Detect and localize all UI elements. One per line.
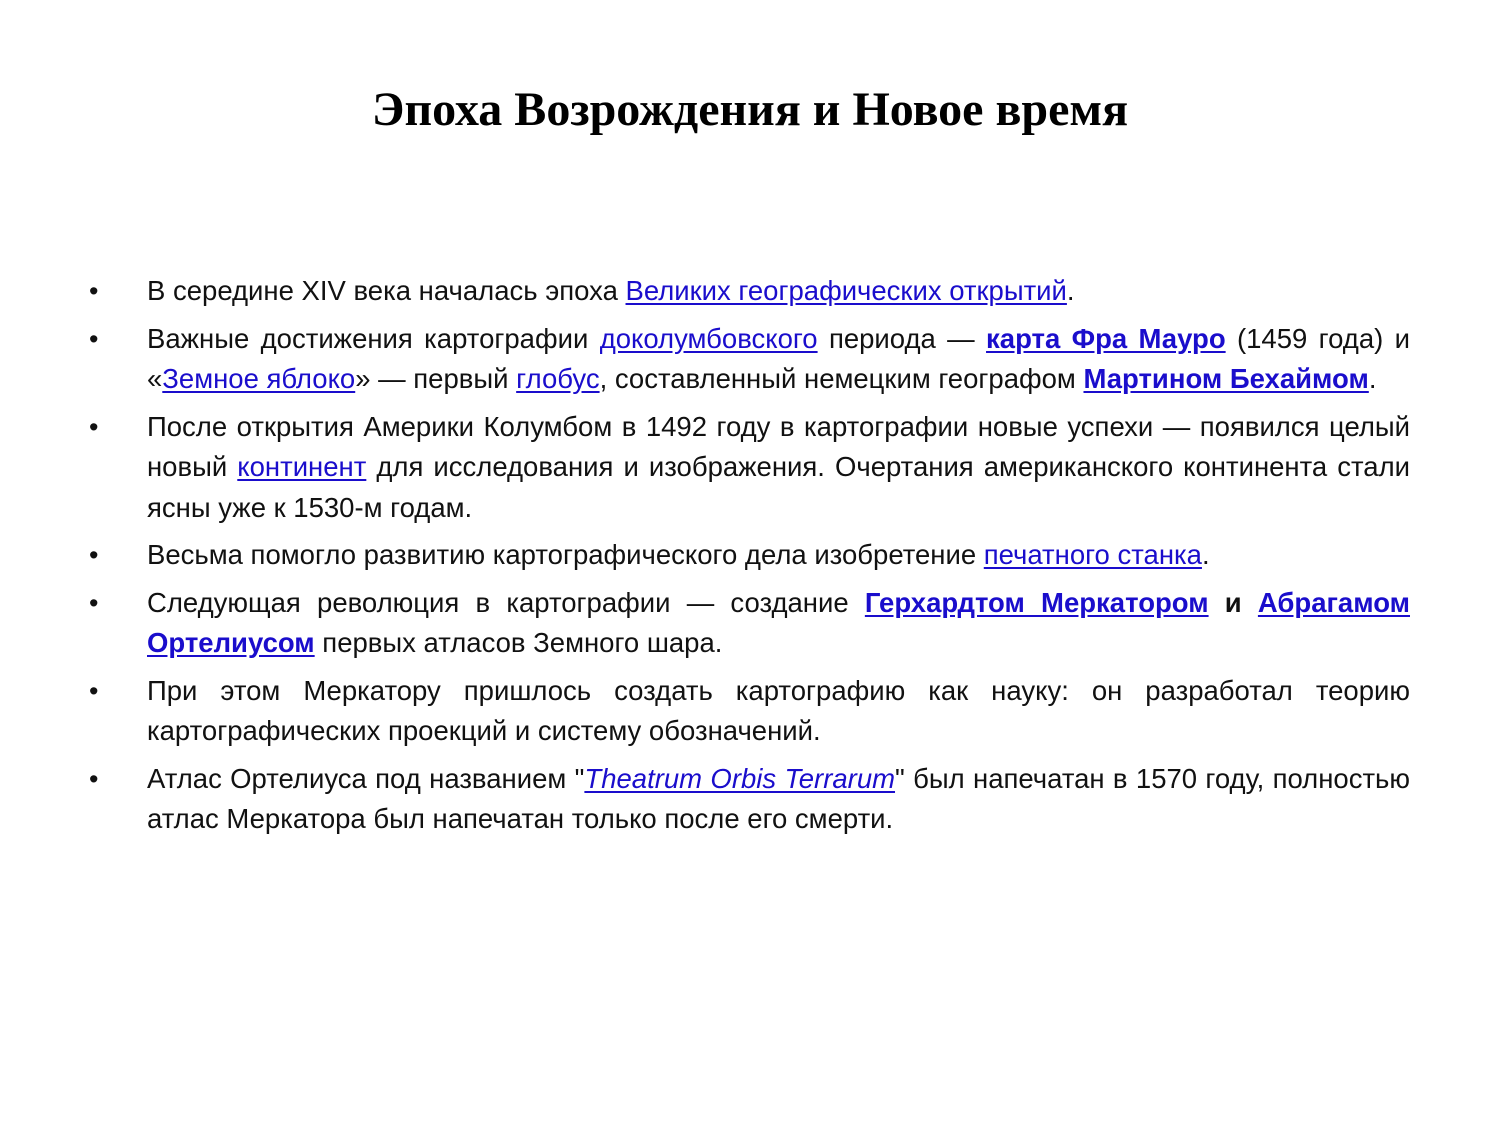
list-item bbox=[86, 759, 1410, 840]
paragraph-text: , составленный немецким географом bbox=[599, 363, 1084, 394]
hyperlink[interactable]: глобус bbox=[516, 363, 600, 394]
list-item bbox=[86, 583, 1410, 664]
paragraph-text: Атлас Ортелиуса под названием " bbox=[147, 762, 585, 794]
bullet-icon: • bbox=[89, 276, 99, 306]
list-item bbox=[86, 271, 1410, 312]
bullet-icon: • bbox=[89, 411, 99, 442]
paragraph-text: (1459 года) и « bbox=[147, 322, 1410, 394]
paragraph-text: » — первый bbox=[355, 363, 517, 394]
paragraph-text: первых атласов Земного шара. bbox=[314, 627, 723, 658]
paragraph-text: Важные достижения картографии bbox=[147, 322, 600, 354]
paragraph-text: для исследования и изображения. Очертания американского континента стали ясны уже к 1530-м годам. bbox=[147, 451, 1410, 523]
hyperlink[interactable]: Земное яблоко bbox=[162, 363, 356, 394]
list-item bbox=[86, 319, 1410, 400]
bullet-icon: • bbox=[89, 763, 99, 794]
paragraph-text: . bbox=[1368, 363, 1377, 394]
paragraph-text: периода — bbox=[817, 322, 987, 354]
bullet-icon: • bbox=[89, 323, 99, 354]
page-title: Эпоха Возрождения и Новое время bbox=[371, 83, 1129, 136]
paragraph-text: . bbox=[1066, 275, 1075, 306]
paragraph-text: . bbox=[1201, 539, 1210, 570]
bold-text: и bbox=[1208, 586, 1258, 618]
bullet-icon: • bbox=[89, 587, 99, 618]
bullet-icon: • bbox=[89, 540, 99, 570]
bullet-icon: • bbox=[89, 675, 99, 706]
hyperlink[interactable]: печатного станка bbox=[983, 539, 1202, 570]
list-item bbox=[86, 535, 1410, 576]
bullet-list bbox=[86, 271, 1410, 847]
hyperlink-bold[interactable]: Герхардтом Меркатором bbox=[864, 586, 1209, 618]
paragraph-text: " был напечатан в 1570 году, полностью атлас Меркатора был напечатан только после его смерти. bbox=[147, 762, 1410, 834]
hyperlink-bold[interactable]: Мартином Бехаймом bbox=[1083, 363, 1369, 394]
paragraph-text: При этом Меркатору пришлось создать картографию как науку: он разработал теорию картографических проекций и систему обозначений. bbox=[147, 674, 1410, 746]
hyperlink[interactable]: доколумбовского bbox=[599, 322, 818, 354]
list-item bbox=[86, 407, 1410, 529]
paragraph-text: В середине XIV века началась эпоха bbox=[147, 275, 626, 306]
hyperlink[interactable]: Великих географических открытий bbox=[625, 275, 1067, 306]
hyperlink-italic[interactable]: Theatrum Orbis Terrarum bbox=[584, 762, 896, 794]
paragraph-text: Следующая революция в картографии — создание bbox=[147, 586, 865, 618]
hyperlink-bold[interactable]: Абрагамом Ортелиусом bbox=[147, 586, 1410, 658]
hyperlink[interactable]: континент bbox=[237, 451, 367, 482]
hyperlink-bold[interactable]: карта Фра Мауро bbox=[986, 322, 1226, 354]
paragraph-text: После открытия Америки Колумбом в 1492 году в картографии новые успехи — появился целый новый bbox=[147, 410, 1410, 482]
list-item bbox=[86, 671, 1410, 752]
paragraph-text: Весьма помогло развитию картографического дела изобретение bbox=[147, 539, 984, 570]
